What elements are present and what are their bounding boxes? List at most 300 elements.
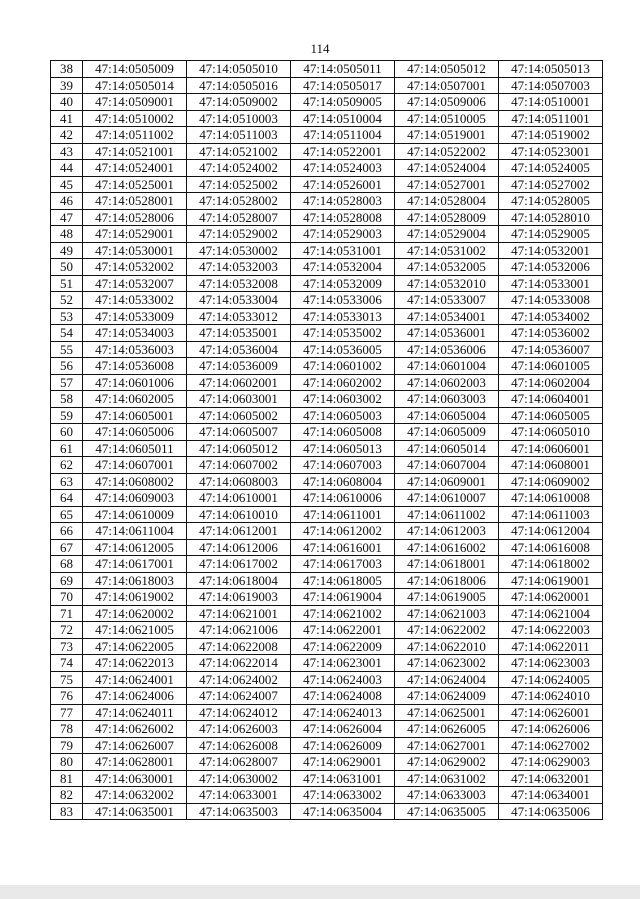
table-row	[51, 325, 603, 342]
cadastral-number-cell: 47:14:0511004	[291, 127, 395, 144]
cadastral-number-cell: 47:14:0623003	[499, 655, 603, 672]
cadastral-number-cell: 47:14:0521002	[187, 143, 291, 160]
cadastral-number-cell: 47:14:0621006	[187, 622, 291, 639]
cadastral-number-cell: 47:14:0610007	[395, 490, 499, 507]
cadastral-number-cell: 47:14:0610009	[83, 506, 187, 523]
cadastral-number-cell: 47:14:0626008	[187, 737, 291, 754]
cadastral-number-cell: 47:14:0533004	[187, 292, 291, 309]
cadastral-number-cell: 47:14:0611004	[83, 523, 187, 540]
cadastral-number-cell: 47:14:0601005	[499, 358, 603, 375]
cadastral-number-cell: 47:14:0609001	[395, 473, 499, 490]
cadastral-number-cell: 47:14:0608004	[291, 473, 395, 490]
cadastral-number-cell: 47:14:0626004	[291, 721, 395, 738]
cadastral-number-cell: 47:14:0624003	[291, 671, 395, 688]
cadastral-number-cell: 47:14:0532004	[291, 259, 395, 276]
cadastral-number-cell: 47:14:0536008	[83, 358, 187, 375]
cadastral-number-cell: 47:14:0620002	[83, 605, 187, 622]
cadastral-number-cell: 47:14:0605007	[187, 424, 291, 441]
cadastral-number-cell: 47:14:0629001	[291, 754, 395, 771]
table-row	[51, 605, 603, 622]
cadastral-number-cell: 47:14:0533002	[83, 292, 187, 309]
row-number: 53	[51, 308, 83, 325]
cadastral-number-cell: 47:14:0627001	[395, 737, 499, 754]
row-number: 61	[51, 440, 83, 457]
cadastral-number-cell: 47:14:0505010	[187, 61, 291, 78]
cadastral-number-cell: 47:14:0519001	[395, 127, 499, 144]
cadastral-number-cell: 47:14:0612006	[187, 539, 291, 556]
cadastral-number-cell: 47:14:0631001	[291, 770, 395, 787]
cadastral-number-cell: 47:14:0605008	[291, 424, 395, 441]
cadastral-number-cell: 47:14:0626001	[499, 704, 603, 721]
cadastral-number-cell: 47:14:0528002	[187, 193, 291, 210]
cadastral-number-cell: 47:14:0536004	[187, 341, 291, 358]
cadastral-number-cell: 47:14:0602003	[395, 374, 499, 391]
cadastral-number-cell: 47:14:0618002	[499, 556, 603, 573]
cadastral-number-cell: 47:14:0535002	[291, 325, 395, 342]
cadastral-number-cell: 47:14:0607003	[291, 457, 395, 474]
cadastral-number-cell: 47:14:0532010	[395, 275, 499, 292]
cadastral-number-cell: 47:14:0605004	[395, 407, 499, 424]
cadastral-number-cell: 47:14:0624013	[291, 704, 395, 721]
cadastral-number-cell: 47:14:0626007	[83, 737, 187, 754]
cadastral-number-cell: 47:14:0622002	[395, 622, 499, 639]
cadastral-number-cell: 47:14:0505009	[83, 61, 187, 78]
table-row	[51, 358, 603, 375]
table-row	[51, 754, 603, 771]
cadastral-number-cell: 47:14:0536003	[83, 341, 187, 358]
row-number: 55	[51, 341, 83, 358]
cadastral-number-cell: 47:14:0505016	[187, 77, 291, 94]
row-number: 81	[51, 770, 83, 787]
row-number: 73	[51, 638, 83, 655]
cadastral-number-cell: 47:14:0612005	[83, 539, 187, 556]
cadastral-number-cell: 47:14:0605012	[187, 440, 291, 457]
cadastral-number-cell: 47:14:0605011	[83, 440, 187, 457]
table-row	[51, 770, 603, 787]
cadastral-number-cell: 47:14:0533006	[291, 292, 395, 309]
cadastral-number-cell: 47:14:0631002	[395, 770, 499, 787]
row-number: 57	[51, 374, 83, 391]
table-row	[51, 391, 603, 408]
cadastral-number-cell: 47:14:0535001	[187, 325, 291, 342]
table-row	[51, 209, 603, 226]
cadastral-number-cell: 47:14:0534002	[499, 308, 603, 325]
row-number: 45	[51, 176, 83, 193]
row-number: 44	[51, 160, 83, 177]
cadastral-number-cell: 47:14:0627002	[499, 737, 603, 754]
row-number: 80	[51, 754, 83, 771]
cadastral-number-cell: 47:14:0624012	[187, 704, 291, 721]
cadastral-number-cell: 47:14:0624002	[187, 671, 291, 688]
cadastral-number-cell: 47:14:0510004	[291, 110, 395, 127]
cadastral-number-cell: 47:14:0602001	[187, 374, 291, 391]
cadastral-number-cell: 47:14:0510001	[499, 94, 603, 111]
row-number: 39	[51, 77, 83, 94]
cadastral-number-cell: 47:14:0534001	[395, 308, 499, 325]
table-row	[51, 341, 603, 358]
cadastral-number-cell: 47:14:0635006	[499, 803, 603, 820]
cadastral-number-cell: 47:14:0617001	[83, 556, 187, 573]
row-number: 67	[51, 539, 83, 556]
cadastral-number-cell: 47:14:0605010	[499, 424, 603, 441]
cadastral-number-cell: 47:14:0635003	[187, 803, 291, 820]
cadastral-number-cell: 47:14:0530001	[83, 242, 187, 259]
cadastral-number-cell: 47:14:0532006	[499, 259, 603, 276]
row-number: 49	[51, 242, 83, 259]
cadastral-number-cell: 47:14:0509006	[395, 94, 499, 111]
cadastral-number-cell: 47:14:0528008	[291, 209, 395, 226]
cadastral-number-cell: 47:14:0611003	[499, 506, 603, 523]
cadastral-number-cell: 47:14:0509001	[83, 94, 187, 111]
cadastral-number-cell: 47:14:0610010	[187, 506, 291, 523]
cadastral-number-cell: 47:14:0633003	[395, 787, 499, 804]
cadastral-number-cell: 47:14:0632002	[83, 787, 187, 804]
cadastral-number-cell: 47:14:0629002	[395, 754, 499, 771]
cadastral-number-cell: 47:14:0533012	[187, 308, 291, 325]
row-number: 79	[51, 737, 83, 754]
cadastral-number-cell: 47:14:0536005	[291, 341, 395, 358]
cadastral-number-cell: 47:14:0618005	[291, 572, 395, 589]
table-row	[51, 308, 603, 325]
cadastral-number-cell: 47:14:0626005	[395, 721, 499, 738]
table-row	[51, 424, 603, 441]
cadastral-number-cell: 47:14:0608003	[187, 473, 291, 490]
cadastral-number-cell: 47:14:0527001	[395, 176, 499, 193]
cadastral-number-cell: 47:14:0529001	[83, 226, 187, 243]
cadastral-number-cell: 47:14:0510003	[187, 110, 291, 127]
row-number: 63	[51, 473, 83, 490]
cadastral-number-cell: 47:14:0529003	[291, 226, 395, 243]
row-number: 69	[51, 572, 83, 589]
cadastral-number-cell: 47:14:0524003	[291, 160, 395, 177]
table-row	[51, 292, 603, 309]
cadastral-number-cell: 47:14:0601006	[83, 374, 187, 391]
cadastral-number-cell: 47:14:0602002	[291, 374, 395, 391]
cadastral-number-cell: 47:14:0624008	[291, 688, 395, 705]
table-row	[51, 193, 603, 210]
cadastral-number-cell: 47:14:0635004	[291, 803, 395, 820]
cadastral-number-cell: 47:14:0533007	[395, 292, 499, 309]
cadastral-number-cell: 47:14:0621003	[395, 605, 499, 622]
cadastral-number-cell: 47:14:0622013	[83, 655, 187, 672]
cadastral-number-cell: 47:14:0635001	[83, 803, 187, 820]
cadastral-number-cell: 47:14:0610008	[499, 490, 603, 507]
row-number: 58	[51, 391, 83, 408]
cadastral-number-cell: 47:14:0509005	[291, 94, 395, 111]
table-row	[51, 655, 603, 672]
row-number: 76	[51, 688, 83, 705]
cadastral-number-cell: 47:14:0622003	[499, 622, 603, 639]
cadastral-number-cell: 47:14:0603001	[187, 391, 291, 408]
row-number: 60	[51, 424, 83, 441]
cadastral-number-cell: 47:14:0603003	[395, 391, 499, 408]
cadastral-number-cell: 47:14:0622014	[187, 655, 291, 672]
cadastral-number-cell: 47:14:0629003	[499, 754, 603, 771]
cadastral-number-cell: 47:14:0605005	[499, 407, 603, 424]
cadastral-number-cell: 47:14:0622010	[395, 638, 499, 655]
cadastral-number-cell: 47:14:0529004	[395, 226, 499, 243]
cadastral-number-cell: 47:14:0534003	[83, 325, 187, 342]
table-row	[51, 440, 603, 457]
cadastral-number-cell: 47:14:0529002	[187, 226, 291, 243]
cadastral-number-cell: 47:14:0612003	[395, 523, 499, 540]
table-row	[51, 143, 603, 160]
cadastral-number-cell: 47:14:0528005	[499, 193, 603, 210]
scan-bottom-edge	[0, 885, 640, 899]
cadastral-number-cell: 47:14:0608002	[83, 473, 187, 490]
row-number: 70	[51, 589, 83, 606]
cadastral-number-cell: 47:14:0524002	[187, 160, 291, 177]
cadastral-number-cell: 47:14:0605013	[291, 440, 395, 457]
cadastral-number-cell: 47:14:0618006	[395, 572, 499, 589]
cadastral-number-cell: 47:14:0618003	[83, 572, 187, 589]
cadastral-number-cell: 47:14:0532003	[187, 259, 291, 276]
cadastral-number-cell: 47:14:0528010	[499, 209, 603, 226]
cadastral-number-cell: 47:14:0611002	[395, 506, 499, 523]
cadastral-number-cell: 47:14:0625001	[395, 704, 499, 721]
cadastral-number-cell: 47:14:0633002	[291, 787, 395, 804]
cadastral-number-cell: 47:14:0601002	[291, 358, 395, 375]
cadastral-number-cell: 47:14:0522002	[395, 143, 499, 160]
cadastral-number-cell: 47:14:0505014	[83, 77, 187, 94]
table-row	[51, 176, 603, 193]
cadastral-number-cell: 47:14:0607001	[83, 457, 187, 474]
cadastral-number-cell: 47:14:0505013	[499, 61, 603, 78]
cadastral-number-cell: 47:14:0610006	[291, 490, 395, 507]
table-row	[51, 523, 603, 540]
cadastral-number-cell: 47:14:0605006	[83, 424, 187, 441]
cadastral-number-cell: 47:14:0626003	[187, 721, 291, 738]
table-row	[51, 638, 603, 655]
table-row	[51, 457, 603, 474]
table-row	[51, 556, 603, 573]
cadastral-number-cell: 47:14:0533009	[83, 308, 187, 325]
cadastral-table-wrapper	[50, 60, 603, 820]
cadastral-number-cell: 47:14:0619002	[83, 589, 187, 606]
table-row	[51, 506, 603, 523]
cadastral-number-cell: 47:14:0532007	[83, 275, 187, 292]
cadastral-number-cell: 47:14:0528003	[291, 193, 395, 210]
cadastral-number-cell: 47:14:0616008	[499, 539, 603, 556]
table-row	[51, 539, 603, 556]
cadastral-number-cell: 47:14:0622001	[291, 622, 395, 639]
table-row	[51, 242, 603, 259]
cadastral-number-cell: 47:14:0605002	[187, 407, 291, 424]
cadastral-number-cell: 47:14:0621001	[187, 605, 291, 622]
row-number: 42	[51, 127, 83, 144]
cadastral-number-cell: 47:14:0536001	[395, 325, 499, 342]
cadastral-number-cell: 47:14:0624006	[83, 688, 187, 705]
row-number: 64	[51, 490, 83, 507]
cadastral-number-cell: 47:14:0635005	[395, 803, 499, 820]
cadastral-number-cell: 47:14:0621002	[291, 605, 395, 622]
cadastral-number-cell: 47:14:0617002	[187, 556, 291, 573]
row-number: 75	[51, 671, 83, 688]
row-number: 43	[51, 143, 83, 160]
cadastral-number-cell: 47:14:0536002	[499, 325, 603, 342]
cadastral-number-cell: 47:14:0530002	[187, 242, 291, 259]
cadastral-number-cell: 47:14:0510005	[395, 110, 499, 127]
row-number: 40	[51, 94, 83, 111]
cadastral-number-cell: 47:14:0511001	[499, 110, 603, 127]
page-number: 114	[310, 41, 330, 56]
cadastral-number-cell: 47:14:0621004	[499, 605, 603, 622]
cadastral-number-cell: 47:14:0628007	[187, 754, 291, 771]
cadastral-number-cell: 47:14:0527002	[499, 176, 603, 193]
cadastral-number-cell: 47:14:0623001	[291, 655, 395, 672]
cadastral-number-cell: 47:14:0604001	[499, 391, 603, 408]
cadastral-number-cell: 47:14:0524001	[83, 160, 187, 177]
cadastral-number-cell: 47:14:0536006	[395, 341, 499, 358]
cadastral-number-cell: 47:14:0619001	[499, 572, 603, 589]
cadastral-number-cell: 47:14:0616001	[291, 539, 395, 556]
cadastral-number-cell: 47:14:0628001	[83, 754, 187, 771]
cadastral-number-cell: 47:14:0619003	[187, 589, 291, 606]
cadastral-table	[50, 60, 603, 820]
cadastral-number-cell: 47:14:0533008	[499, 292, 603, 309]
cadastral-number-cell: 47:14:0630002	[187, 770, 291, 787]
cadastral-number-cell: 47:14:0511002	[83, 127, 187, 144]
cadastral-number-cell: 47:14:0525002	[187, 176, 291, 193]
cadastral-number-cell: 47:14:0602004	[499, 374, 603, 391]
row-number: 56	[51, 358, 83, 375]
table-row	[51, 572, 603, 589]
cadastral-number-cell: 47:14:0618004	[187, 572, 291, 589]
cadastral-number-cell: 47:14:0532001	[499, 242, 603, 259]
cadastral-number-cell: 47:14:0624011	[83, 704, 187, 721]
cadastral-number-cell: 47:14:0611001	[291, 506, 395, 523]
cadastral-number-cell: 47:14:0603002	[291, 391, 395, 408]
cadastral-number-cell: 47:14:0601004	[395, 358, 499, 375]
cadastral-number-cell: 47:14:0612001	[187, 523, 291, 540]
cadastral-number-cell: 47:14:0609003	[83, 490, 187, 507]
row-number: 59	[51, 407, 83, 424]
cadastral-number-cell: 47:14:0624004	[395, 671, 499, 688]
cadastral-number-cell: 47:14:0528004	[395, 193, 499, 210]
cadastral-number-cell: 47:14:0624001	[83, 671, 187, 688]
cadastral-number-cell: 47:14:0532008	[187, 275, 291, 292]
cadastral-number-cell: 47:14:0612002	[291, 523, 395, 540]
cadastral-number-cell: 47:14:0507001	[395, 77, 499, 94]
cadastral-number-cell: 47:14:0605001	[83, 407, 187, 424]
cadastral-number-cell: 47:14:0612004	[499, 523, 603, 540]
table-row	[51, 160, 603, 177]
cadastral-number-cell: 47:14:0624007	[187, 688, 291, 705]
cadastral-number-cell: 47:14:0620001	[499, 589, 603, 606]
row-number: 72	[51, 622, 83, 639]
table-row	[51, 127, 603, 144]
cadastral-number-cell: 47:14:0617003	[291, 556, 395, 573]
row-number: 52	[51, 292, 83, 309]
row-number: 41	[51, 110, 83, 127]
cadastral-number-cell: 47:14:0633001	[187, 787, 291, 804]
cadastral-number-cell: 47:14:0605014	[395, 440, 499, 457]
table-row	[51, 275, 603, 292]
cadastral-number-cell: 47:14:0609002	[499, 473, 603, 490]
table-row	[51, 473, 603, 490]
cadastral-number-cell: 47:14:0624009	[395, 688, 499, 705]
table-row	[51, 61, 603, 78]
cadastral-number-cell: 47:14:0528007	[187, 209, 291, 226]
cadastral-number-cell: 47:14:0526001	[291, 176, 395, 193]
table-row	[51, 77, 603, 94]
cadastral-number-cell: 47:14:0521001	[83, 143, 187, 160]
cadastral-number-cell: 47:14:0507003	[499, 77, 603, 94]
cadastral-number-cell: 47:14:0621005	[83, 622, 187, 639]
row-number: 82	[51, 787, 83, 804]
cadastral-number-cell: 47:14:0623002	[395, 655, 499, 672]
table-body	[51, 61, 603, 820]
table-row	[51, 226, 603, 243]
cadastral-number-cell: 47:14:0622011	[499, 638, 603, 655]
row-number: 74	[51, 655, 83, 672]
cadastral-number-cell: 47:14:0536009	[187, 358, 291, 375]
table-row	[51, 407, 603, 424]
cadastral-number-cell: 47:14:0528006	[83, 209, 187, 226]
cadastral-number-cell: 47:14:0533013	[291, 308, 395, 325]
cadastral-number-cell: 47:14:0616002	[395, 539, 499, 556]
table-row	[51, 671, 603, 688]
cadastral-number-cell: 47:14:0531002	[395, 242, 499, 259]
table-row	[51, 259, 603, 276]
cadastral-number-cell: 47:14:0505012	[395, 61, 499, 78]
cadastral-number-cell: 47:14:0626002	[83, 721, 187, 738]
table-row	[51, 787, 603, 804]
row-number: 71	[51, 605, 83, 622]
cadastral-number-cell: 47:14:0532009	[291, 275, 395, 292]
cadastral-number-cell: 47:14:0632001	[499, 770, 603, 787]
cadastral-number-cell: 47:14:0519002	[499, 127, 603, 144]
row-number: 54	[51, 325, 83, 342]
table-row	[51, 737, 603, 754]
cadastral-number-cell: 47:14:0624005	[499, 671, 603, 688]
row-number: 38	[51, 61, 83, 78]
cadastral-number-cell: 47:14:0622009	[291, 638, 395, 655]
cadastral-number-cell: 47:14:0529005	[499, 226, 603, 243]
table-row	[51, 374, 603, 391]
table-row	[51, 94, 603, 111]
cadastral-number-cell: 47:14:0626006	[499, 721, 603, 738]
row-number: 50	[51, 259, 83, 276]
row-number: 47	[51, 209, 83, 226]
table-row	[51, 688, 603, 705]
cadastral-number-cell: 47:14:0505011	[291, 61, 395, 78]
cadastral-number-cell: 47:14:0533001	[499, 275, 603, 292]
table-row	[51, 622, 603, 639]
cadastral-number-cell: 47:14:0524004	[395, 160, 499, 177]
row-number: 65	[51, 506, 83, 523]
row-number: 51	[51, 275, 83, 292]
cadastral-number-cell: 47:14:0618001	[395, 556, 499, 573]
cadastral-number-cell: 47:14:0634001	[499, 787, 603, 804]
cadastral-number-cell: 47:14:0511003	[187, 127, 291, 144]
cadastral-number-cell: 47:14:0619004	[291, 589, 395, 606]
cadastral-number-cell: 47:14:0532002	[83, 259, 187, 276]
table-row	[51, 704, 603, 721]
cadastral-number-cell: 47:14:0624010	[499, 688, 603, 705]
table-row	[51, 490, 603, 507]
cadastral-number-cell: 47:14:0528001	[83, 193, 187, 210]
row-number: 78	[51, 721, 83, 738]
row-number: 46	[51, 193, 83, 210]
cadastral-number-cell: 47:14:0505017	[291, 77, 395, 94]
row-number: 62	[51, 457, 83, 474]
cadastral-number-cell: 47:14:0532005	[395, 259, 499, 276]
cadastral-number-cell: 47:14:0626009	[291, 737, 395, 754]
cadastral-number-cell: 47:14:0528009	[395, 209, 499, 226]
cadastral-number-cell: 47:14:0531001	[291, 242, 395, 259]
cadastral-number-cell: 47:14:0605009	[395, 424, 499, 441]
